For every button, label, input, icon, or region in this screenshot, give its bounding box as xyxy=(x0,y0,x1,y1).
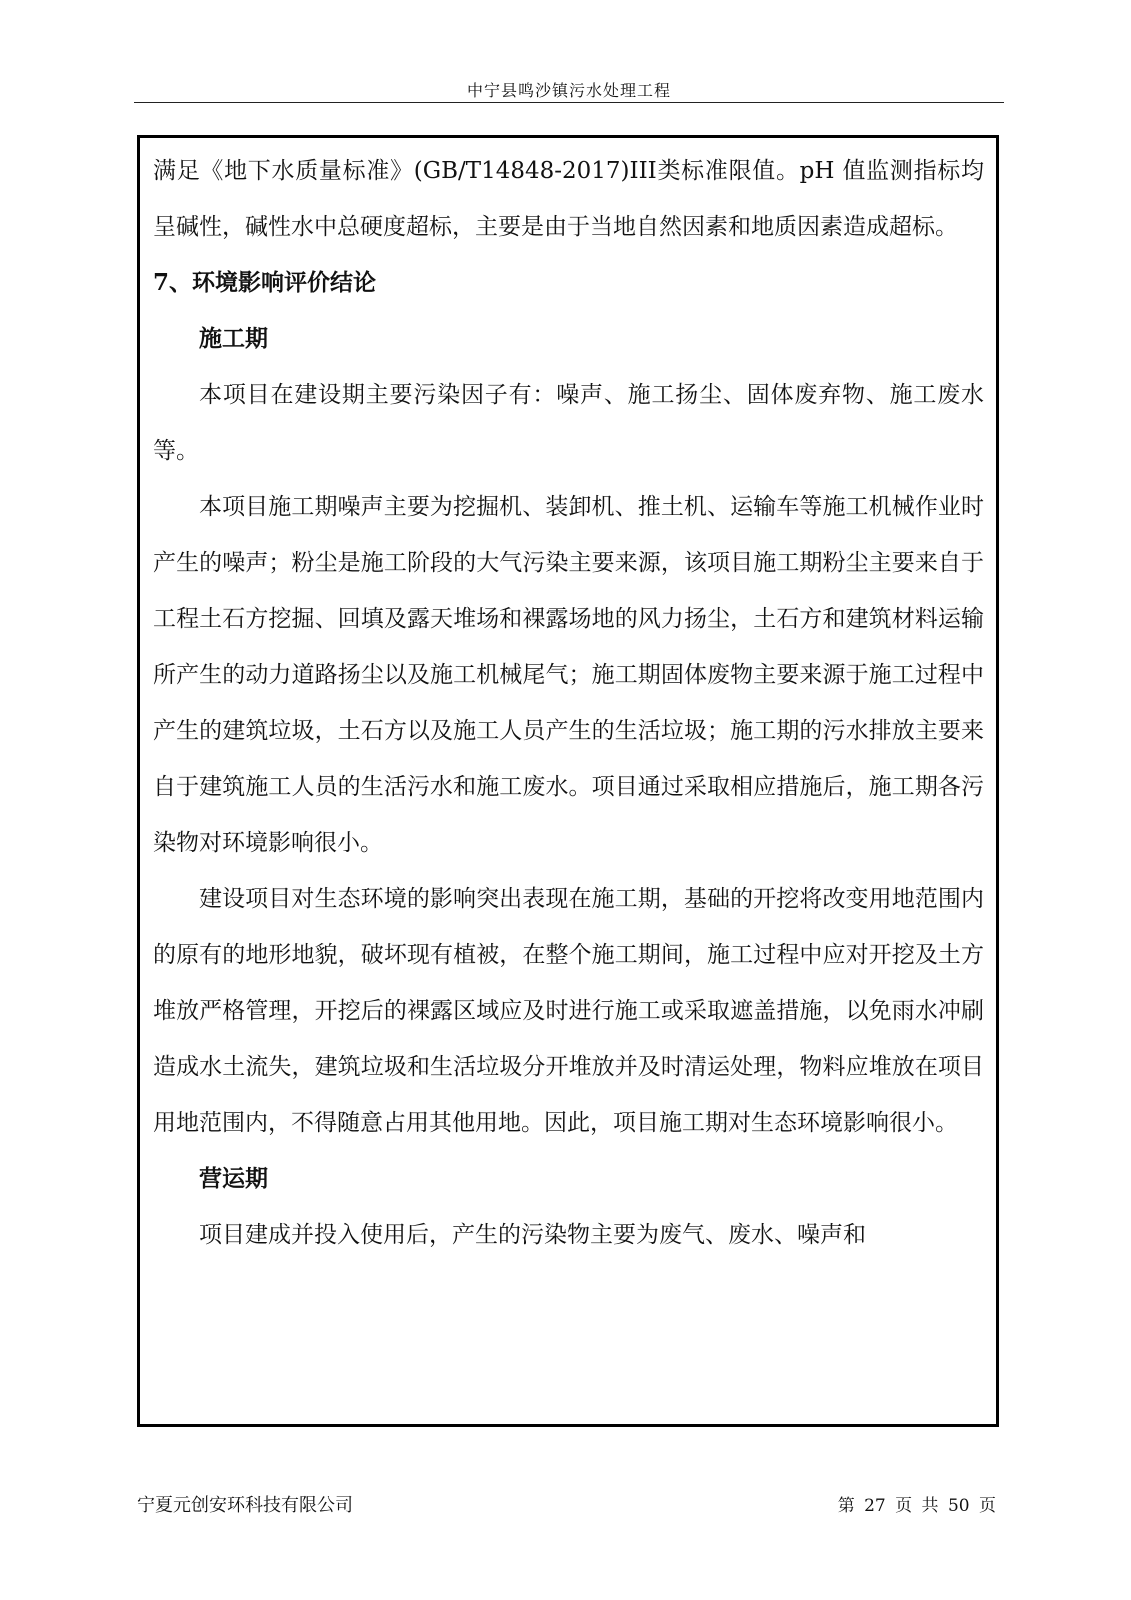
footer-company-name: 宁夏元创安环科技有限公司 xyxy=(137,1495,353,1516)
subheading-construction-period: 施工期 xyxy=(199,325,268,352)
content-box xyxy=(137,135,999,1427)
header-divider xyxy=(134,102,1004,103)
footer-page-number: 第 27 页 共 50 页 xyxy=(837,1496,996,1516)
subheading-operation-period: 营运期 xyxy=(199,1165,268,1192)
page-header-title: 中宁县鸣沙镇污水处理工程 xyxy=(466,81,671,100)
section-heading-conclusion: 7、环境影响评价结论 xyxy=(153,269,377,296)
paragraph-construction-noise-dust: 本项目施工期噪声主要为挖掘机、装卸机、推土机、运输车等施工机械作业时产生的噪声；粉尘是施工阶段的大气污染主要来源，该项目施工期粉尘主要来自于工程土石方挖掘、回填及露天堆场和裸露场地的风力扬尘，土石方和建筑材料运输所产生的动力道路扬尘以及施工机械尾气；施工期固体废物主要来源于施工过程中产生的建筑垃圾，土石方以及施工人员产生的生活垃圾；施工期的污水排放主要来自于建筑施工人员的生活污水和施工废水。项目通过采取相应措施后，施工期各污染物对环境影响很小。 xyxy=(153,494,984,856)
paragraph-ecological-impact: 建设项目对生态环境的影响突出表现在施工期，基础的开挖将改变用地范围内的原有的地形地貌，破坏现有植被，在整个施工期间，施工过程中应对开挖及土方堆放严格管理，开挖后的裸露区域应及时进行施工或采取遮盖措施，以免雨水冲刷造成水土流失，建筑垃圾和生活垃圾分开堆放并及时清运处理，物料应堆放在项目用地范围内，不得随意占用其他用地。因此，项目施工期对生态环境影响很小。 xyxy=(153,886,984,1136)
paragraph-construction-pollutants: 本项目在建设期主要污染因子有：噪声、施工扬尘、固体废弃物、施工废水等。 xyxy=(153,382,984,464)
paragraph-groundwater-result: 满足《地下水质量标准》(GB/T14848-2017)III类标准限值。pH 值监测指标均呈碱性，碱性水中总硬度超标，主要是由于当地自然因素和地质因素造成超标。 xyxy=(153,158,984,240)
paragraph-operation-pollutants: 项目建成并投入使用后，产生的污染物主要为废气、废水、噪声和 xyxy=(199,1222,866,1248)
